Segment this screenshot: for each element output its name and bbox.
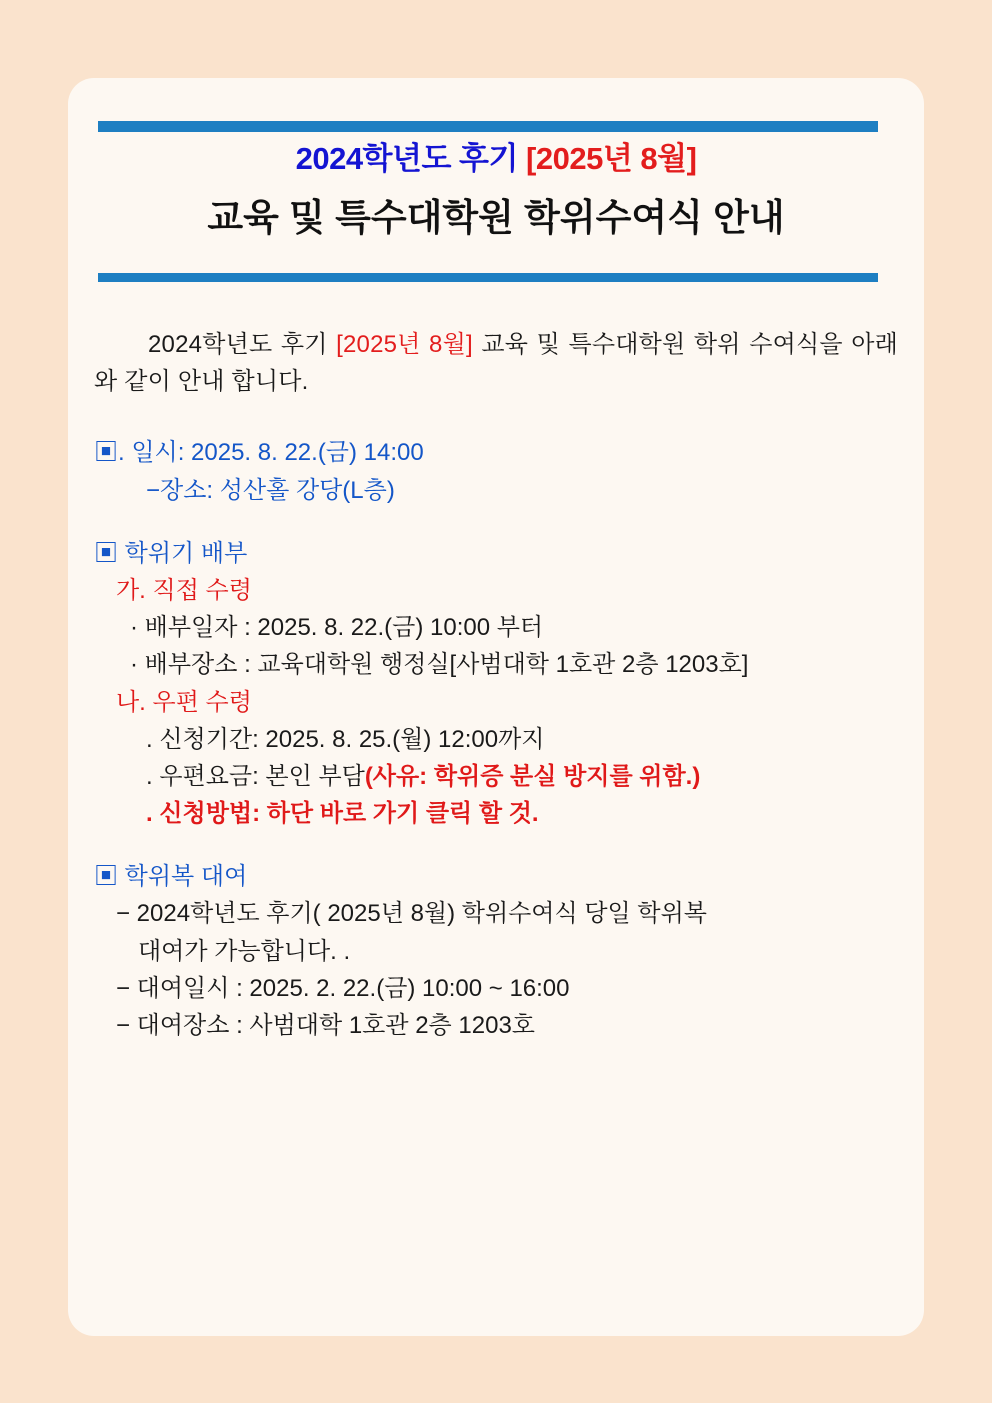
title-line-1 [68,140,924,179]
diploma-b-method: . 신청방법: 하단 바로 가기 클릭 할 것. [146,800,539,828]
section-diploma-heading: ▣ 학위기 배부 [94,539,248,567]
gown-line-1-cont: 대여가 가능합니다. . [138,937,351,965]
gown-place: − 대여장소 : 사범대학 1호관 2층 1203호 [116,1012,535,1039]
title-year-term: 2024학년도 후기 [295,141,518,176]
diploma-b-fee-text: . 우편요금: 본인 부담 [146,762,365,790]
intro-date-bracket: [2025년 8월] [336,331,473,358]
diploma-a-place: · 배부장소 : 교육대학원 행정실[사범대학 1호관 2층 1203호] [130,651,749,679]
intro-paragraph [94,326,898,400]
title-line-2: 교육 및 특수대학원 학위수여식 안내 [207,196,785,238]
intro-text-1: 2024학년도 후기 [148,331,328,358]
diploma-b-period: . 신청기간: 2025. 8. 25.(월) 12:00까지 [146,725,545,753]
header-divider-top [98,121,878,132]
title-date-bracket: [2025년 8월] [526,141,697,176]
intro-text-2: 교육 및 특수대학원 학위 [481,331,741,358]
notice-body [68,326,924,1044]
intro-text-3: 수여식을 아래와 같이 안내 합니다. [94,331,898,396]
diploma-b-fee-reason: (사유: 학위증 분실 방지를 위함.) [364,762,701,790]
section-date-heading: ▣. 일시: 2025. 8. 22.(금) 14:00 [94,439,424,467]
notice-page [68,78,924,1336]
diploma-item-b: 나. 우편 수령 [116,688,252,716]
gown-line-1: − 2024학년도 후기( 2025년 8월) 학위수여식 당일 학위복 [116,900,707,928]
gown-datetime: − 대여일시 : 2025. 2. 22.(금) 10:00 ~ 16:00 [116,974,570,1002]
diploma-b-fee [146,758,898,795]
diploma-item-a: 가. 직접 수령 [116,576,252,604]
section-gown-heading: ▣ 학위복 대여 [94,863,248,891]
diploma-a-date: · 배부일자 : 2025. 8. 22.(금) 10:00 부터 [130,614,544,642]
page-title [68,140,924,241]
header-divider-bottom [98,273,878,282]
section-date-venue: −장소: 성산홀 강당(L층) [146,476,395,504]
